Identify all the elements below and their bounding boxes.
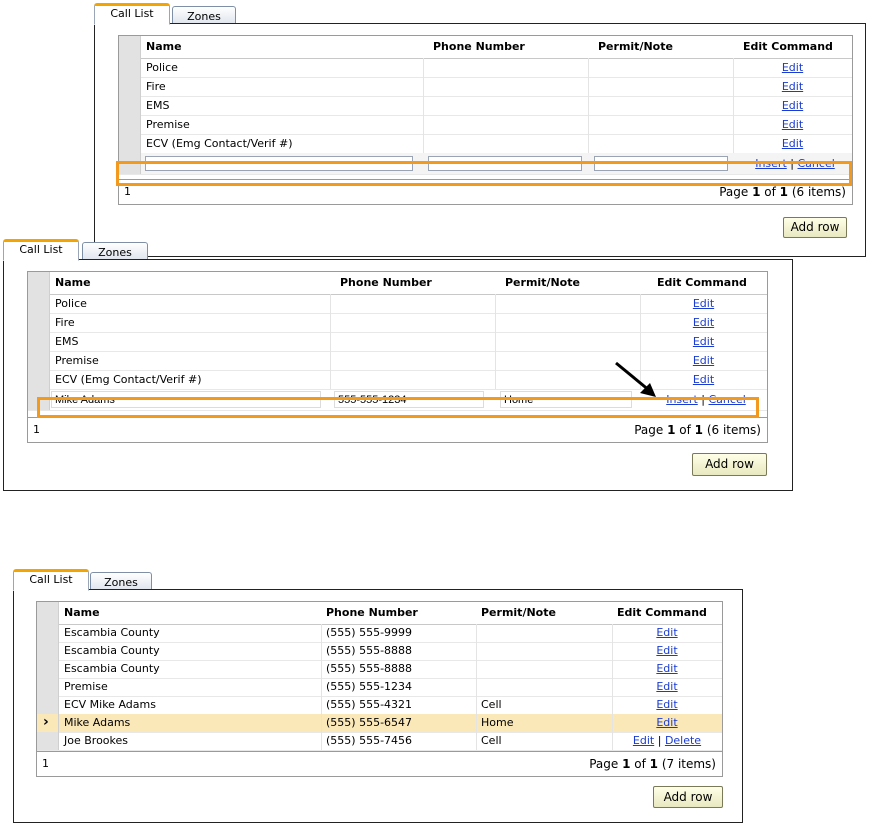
row-selector <box>119 96 141 115</box>
edit-link[interactable]: Edit <box>692 297 715 310</box>
note-cell: Cell <box>477 696 613 714</box>
phone-cell <box>331 294 496 313</box>
row-selector <box>28 351 50 370</box>
grid-header <box>119 36 852 59</box>
name-cell: Premise <box>142 115 424 134</box>
table-row <box>119 96 852 116</box>
panel1-tabs <box>94 3 254 23</box>
edit-link[interactable]: Edit <box>692 335 715 348</box>
phone-cell: (555) 555-7456 <box>322 732 477 750</box>
phone-cell: (555) 555-8888 <box>322 660 477 678</box>
edit-cell <box>613 696 721 714</box>
insert-link[interactable]: Insert <box>666 393 698 406</box>
panel3-grid <box>36 601 723 777</box>
tab-call-list[interactable]: Call List <box>94 3 170 25</box>
edit-cell <box>641 313 766 332</box>
phone-cell <box>424 96 589 115</box>
cancel-link[interactable]: Cancel <box>797 157 835 170</box>
name-input[interactable] <box>145 156 413 171</box>
col-name[interactable]: Name <box>55 276 91 289</box>
row-selector <box>119 58 141 77</box>
edit-link[interactable]: Edit <box>692 316 715 329</box>
edit-cell <box>641 294 766 313</box>
tab-call-list[interactable]: Call List <box>3 239 79 261</box>
add-row-button[interactable]: Add row <box>653 786 723 808</box>
edit-link[interactable]: Edit <box>781 61 804 74</box>
page-info: Page 1 of 1 (6 items) <box>719 185 846 199</box>
col-phone[interactable]: Phone Number <box>340 276 432 289</box>
edit-cell <box>613 714 721 732</box>
delete-link[interactable]: Delete <box>664 734 702 747</box>
table-row <box>37 642 722 661</box>
edit-link[interactable]: Edit <box>656 716 678 729</box>
phone-cell <box>424 77 589 96</box>
page-number-link[interactable]: 1 <box>42 757 49 770</box>
row-selector <box>119 115 141 134</box>
note-cell: Cell <box>477 732 613 750</box>
name-cell: ECV (Emg Contact/Verif #) <box>51 370 331 389</box>
edit-link[interactable]: Edit <box>656 644 678 657</box>
edit-cell <box>613 732 721 750</box>
edit-cell <box>613 660 721 678</box>
row-selector <box>119 77 141 96</box>
table-row <box>119 134 852 154</box>
name-cell: Mike Adams <box>60 714 322 732</box>
name-cell: Police <box>51 294 331 313</box>
edit-cell <box>641 332 766 351</box>
panel1-container <box>94 23 866 257</box>
col-note[interactable]: Permit/Note <box>505 276 580 289</box>
cancel-link[interactable]: Cancel <box>708 393 746 406</box>
edit-cell <box>613 642 721 660</box>
edit-link[interactable]: Edit <box>656 698 678 711</box>
col-name[interactable]: Name <box>146 40 182 53</box>
arrow-pointer-icon <box>612 360 662 402</box>
col-phone[interactable]: Phone Number <box>326 606 418 619</box>
edit-link[interactable]: Edit <box>692 373 715 386</box>
edit-link[interactable]: Edit <box>632 734 655 747</box>
name-cell: ECV (Emg Contact/Verif #) <box>142 134 424 153</box>
edit-cell <box>613 678 721 696</box>
table-row <box>28 313 767 333</box>
tab-zones[interactable]: Zones <box>82 242 148 260</box>
edit-link[interactable]: Edit <box>656 680 678 693</box>
panel2-grid <box>27 271 768 443</box>
name-cell: Police <box>142 58 424 77</box>
tab-zones[interactable]: Zones <box>172 6 236 24</box>
row-selector <box>28 332 50 351</box>
name-cell: Joe Brookes <box>60 732 322 750</box>
row-selector <box>37 714 59 732</box>
link-separator: | <box>701 393 705 406</box>
note-cell <box>589 58 734 77</box>
panel2-container <box>3 259 793 491</box>
insert-link[interactable]: Insert <box>755 157 787 170</box>
page-info: Page 1 of 1 (6 items) <box>634 423 761 437</box>
note-input[interactable] <box>594 156 728 171</box>
panel2-tabs <box>3 239 163 259</box>
row-selector <box>37 642 59 660</box>
table-row <box>28 294 767 314</box>
pager <box>119 179 852 204</box>
note-cell <box>477 660 613 678</box>
edit-link[interactable]: Edit <box>692 354 715 367</box>
table-row <box>119 77 852 97</box>
row-selector <box>28 370 50 389</box>
edit-cell <box>734 58 851 77</box>
name-cell: Escambia County <box>60 642 322 660</box>
tab-call-list[interactable]: Call List <box>13 569 89 591</box>
phone-input[interactable] <box>334 391 484 408</box>
row-selector <box>37 602 59 624</box>
grid-header <box>37 602 722 625</box>
col-name[interactable]: Name <box>64 606 100 619</box>
link-separator: | <box>790 157 794 170</box>
phone-cell <box>331 313 496 332</box>
edit-cell <box>734 77 851 96</box>
col-edit: Edit Command <box>617 606 707 619</box>
link-separator: | <box>657 734 662 747</box>
phone-cell: (555) 555-9999 <box>322 624 477 642</box>
grid-header <box>28 272 767 295</box>
panel1-grid <box>118 35 853 205</box>
row-selector <box>28 272 50 294</box>
table-row <box>37 714 722 733</box>
note-cell <box>496 313 641 332</box>
page-number-link[interactable]: 1 <box>33 423 40 436</box>
insert-row <box>119 153 852 175</box>
edit-link[interactable]: Edit <box>781 80 804 93</box>
col-note[interactable]: Permit/Note <box>481 606 556 619</box>
add-row-button[interactable]: Add row <box>783 217 847 238</box>
col-edit: Edit Command <box>743 40 833 53</box>
panel3-tabs <box>13 569 173 589</box>
edit-cell <box>734 134 851 153</box>
row-selector <box>37 696 59 714</box>
edit-cell <box>734 96 851 115</box>
add-row-button[interactable]: Add row <box>692 453 767 476</box>
panel3-container <box>13 589 743 823</box>
phone-cell <box>424 58 589 77</box>
note-cell <box>589 77 734 96</box>
col-note[interactable]: Permit/Note <box>598 40 673 53</box>
name-cell: Escambia County <box>60 624 322 642</box>
row-selector <box>37 660 59 678</box>
table-row <box>37 732 722 751</box>
current-row-indicator-icon: › <box>43 714 49 730</box>
note-cell <box>589 115 734 134</box>
row-selector <box>28 389 50 410</box>
note-cell <box>477 642 613 660</box>
row-selector <box>28 313 50 332</box>
phone-cell: (555) 555-8888 <box>322 642 477 660</box>
name-input[interactable] <box>51 391 321 408</box>
row-selector <box>37 624 59 642</box>
phone-cell <box>424 134 589 153</box>
table-row <box>119 115 852 135</box>
edit-link[interactable]: Edit <box>656 662 678 675</box>
table-row <box>119 58 852 78</box>
insert-cancel-links <box>739 153 851 174</box>
note-cell <box>477 624 613 642</box>
table-row <box>28 332 767 352</box>
edit-link[interactable]: Edit <box>781 137 804 150</box>
col-edit: Edit Command <box>657 276 747 289</box>
table-row <box>37 624 722 643</box>
table-row <box>37 660 722 679</box>
name-cell: Premise <box>51 351 331 370</box>
name-cell: Fire <box>142 77 424 96</box>
note-cell <box>477 678 613 696</box>
name-cell: EMS <box>142 96 424 115</box>
edit-cell <box>734 115 851 134</box>
phone-cell <box>331 332 496 351</box>
table-row <box>37 678 722 697</box>
col-phone[interactable]: Phone Number <box>433 40 525 53</box>
phone-cell <box>331 351 496 370</box>
edit-link[interactable]: Edit <box>656 626 678 639</box>
phone-input[interactable] <box>428 156 582 171</box>
phone-cell <box>424 115 589 134</box>
page-number-link[interactable]: 1 <box>124 185 131 198</box>
edit-link[interactable]: Edit <box>781 99 804 112</box>
page-info: Page 1 of 1 (7 items) <box>589 757 716 771</box>
pager <box>28 417 767 442</box>
note-cell <box>589 96 734 115</box>
insert-cancel-links <box>646 389 766 410</box>
note-cell: Home <box>477 714 613 732</box>
edit-cell <box>613 624 721 642</box>
row-selector <box>37 732 59 750</box>
row-selector <box>37 678 59 696</box>
tab-zones[interactable]: Zones <box>90 572 152 590</box>
edit-link[interactable]: Edit <box>781 118 804 131</box>
phone-cell: (555) 555-4321 <box>322 696 477 714</box>
table-row <box>37 696 722 715</box>
row-selector <box>119 134 141 153</box>
row-selector <box>119 36 141 58</box>
name-cell: EMS <box>51 332 331 351</box>
note-cell <box>589 134 734 153</box>
name-cell: Premise <box>60 678 322 696</box>
name-cell: ECV Mike Adams <box>60 696 322 714</box>
phone-cell: (555) 555-6547 <box>322 714 477 732</box>
phone-cell <box>331 370 496 389</box>
name-cell: Escambia County <box>60 660 322 678</box>
note-cell <box>496 332 641 351</box>
pager <box>37 751 722 776</box>
name-cell: Fire <box>51 313 331 332</box>
row-selector <box>119 153 141 174</box>
note-cell <box>496 294 641 313</box>
row-selector <box>28 294 50 313</box>
phone-cell: (555) 555-1234 <box>322 678 477 696</box>
